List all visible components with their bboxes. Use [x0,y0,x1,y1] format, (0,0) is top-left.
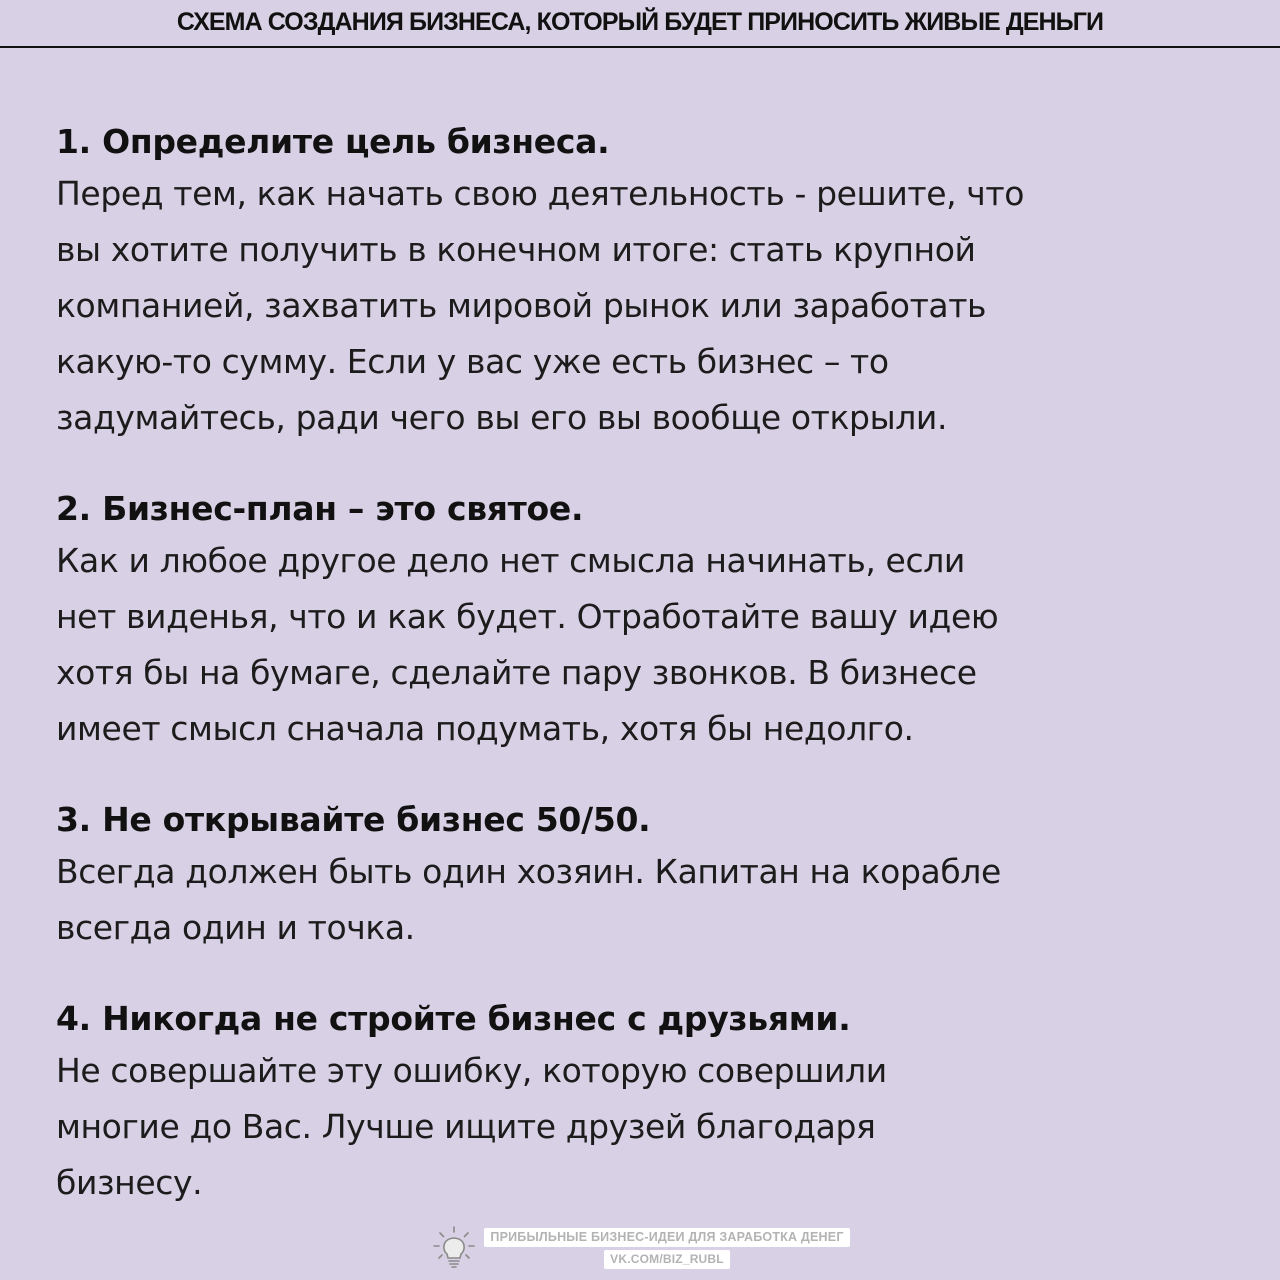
text-line: Как и любое другое дело нет смысла начинать, если [56,541,965,580]
section-text [56,844,1256,956]
text-line: имеет смысл сначала подумать, хотя бы недолго. [56,709,914,748]
section-3 [56,796,1256,956]
footer-link[interactable]: VK.COM/BIZ_RUBL [604,1250,730,1269]
footer-text [484,1228,849,1269]
page-title: СХЕМА СОЗДАНИЯ БИЗНЕСА, КОТОРЫЙ БУДЕТ ПРИНОСИТЬ ЖИВЫЕ ДЕНЬГИ [176,8,1104,36]
section-1 [56,118,1256,446]
section-text [56,166,1256,446]
article-body [56,118,1256,1250]
section-2 [56,485,1256,757]
section-heading: 2. Бизнес-план – это святое. [56,489,584,528]
footer-tagline: ПРИБЫЛЬНЫЕ БИЗНЕС-ИДЕИ ДЛЯ ЗАРАБОТКА ДЕНЕГ [484,1228,849,1247]
text-line: компанией, захватить мировой рынок или заработать [56,286,987,325]
lightbulb-icon [430,1224,478,1272]
text-line: Всегда должен быть один хозяин. Капитан на корабле [56,852,1001,891]
text-line: нет виденья, что и как будет. Отработайте вашу идею [56,597,999,636]
section-4 [56,995,1256,1211]
header-divider [0,46,1280,48]
section-heading: 3. Не открывайте бизнес 50/50. [56,800,651,839]
text-line: бизнесу. [56,1163,203,1202]
text-line: Перед тем, как начать свою деятельность - решите, что [56,174,1024,213]
text-line: всегда один и точка. [56,908,415,947]
section-heading: 4. Никогда не стройте бизнес с друзьями. [56,999,851,1038]
page-header [0,0,1280,48]
footer-watermark [0,1220,1280,1276]
text-line: Не совершайте эту ошибку, которую совершили [56,1051,887,1090]
section-heading: 1. Определите цель бизнеса. [56,122,610,161]
text-line: задумайтесь, ради чего вы его вы вообще открыли. [56,398,948,437]
text-line: какую-то сумму. Если у вас уже есть бизнес – то [56,342,889,381]
text-line: вы хотите получить в конечном итоге: стать крупной [56,230,976,269]
text-line: многие до Вас. Лучше ищите друзей благодаря [56,1107,876,1146]
text-line: хотя бы на бумаге, сделайте пару звонков. В бизнесе [56,653,977,692]
section-text [56,533,1256,757]
section-text [56,1043,1256,1211]
